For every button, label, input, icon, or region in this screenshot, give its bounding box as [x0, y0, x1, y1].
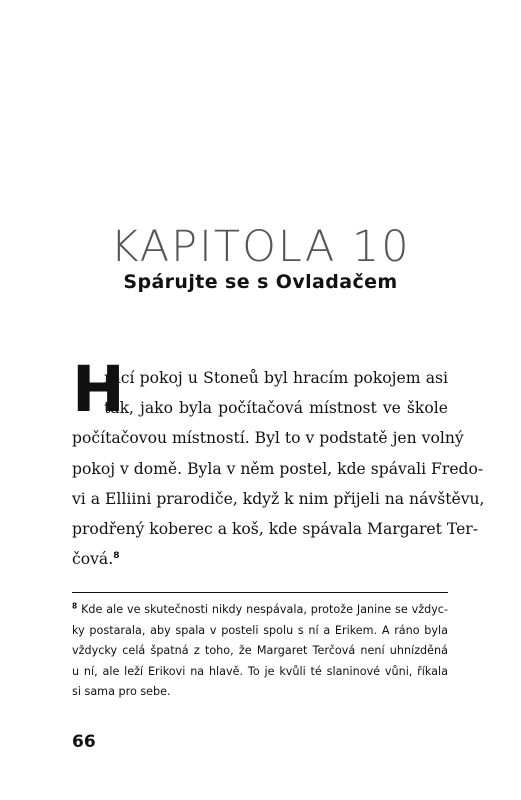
footnote-marker: 8 — [72, 601, 78, 611]
footnote-line: vždycky celá špatná z toho, že Margaret Terčová není uhnízděná — [72, 644, 448, 658]
body-line: počítačovou místností. Byl to v podstatě jen volný — [72, 429, 464, 448]
body-line: vi a Elliini prarodiče, když k nim přijeli na návštěvu, — [72, 489, 485, 508]
body-line-last — [72, 544, 448, 574]
footnote — [72, 600, 448, 703]
body-line: pokoj v domě. Byla v něm postel, kde spávali Fredo- — [72, 459, 484, 478]
page-number: 66 — [72, 732, 96, 752]
footnote-divider — [72, 592, 448, 593]
footnote-reference[interactable]: 8 — [113, 550, 120, 561]
footnote-line: si sama pro sebe. — [72, 685, 171, 699]
body-paragraph — [72, 353, 485, 574]
footnote-line: u ní, ale leží Erikovi na hlavě. To je kvůli té slaninové vůni, říkala — [72, 664, 448, 678]
body-line-text: čová. — [72, 550, 114, 569]
body-line: prodřený koberec a koš, kde spávala Margaret Ter- — [72, 519, 479, 538]
footnote-line — [72, 600, 448, 621]
footnote-line-text: Kde ale ve skutečnosti nikdy nespávala, protože Janine se vždyc- — [81, 603, 449, 616]
chapter-subtitle: Spárujte se s Ovladačem — [123, 271, 398, 293]
chapter-heading: KAPITOLA 10 — [110, 222, 411, 272]
body-line: tak, jako byla počítačová místnost ve škole — [104, 399, 448, 418]
body-line: rací pokoj u Stoneů byl hracím pokojem asi — [104, 369, 448, 387]
footnote-line: ky postarala, aby spala v posteli spolu s ní a Erikem. A ráno byla — [72, 623, 448, 637]
drop-cap: H — [72, 353, 125, 426]
